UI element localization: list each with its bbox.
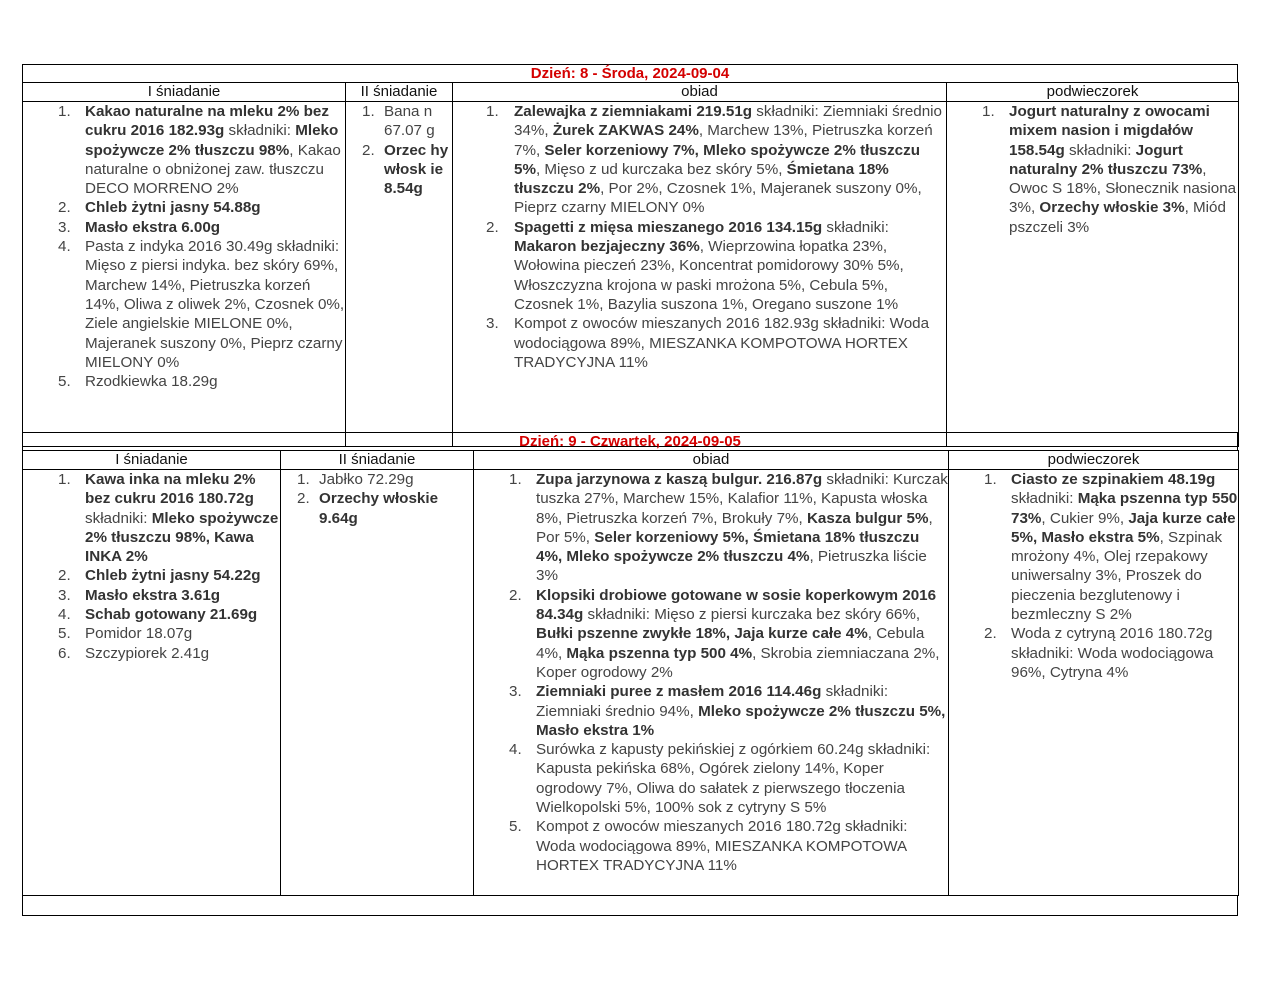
list-number: 2.	[984, 625, 997, 643]
meal-table	[22, 82, 1239, 447]
meal-cell	[947, 102, 1239, 447]
item-text: składniki: Kurczak tuszka 27%, Marchew 15%, Kalafior 11%, Kapusta włoska 8%, Pietruszka korzeń 7%, Brokuły 7%,	[536, 471, 948, 527]
item-text: , Por 5%,	[536, 509, 933, 546]
meal-cell	[23, 102, 346, 447]
list-number: 5.	[509, 818, 522, 836]
item-bold-text: Kawa inka na mleku 2% bez cukru 2016 180.72g	[85, 471, 256, 508]
day-title: Dzień: 9 - Czwartek, 2024-09-05	[22, 432, 1238, 451]
item-bold-text: Seler korzeniowy 5%, Śmietana 18% tłuszczu 4%, Mleko spożywcze 2% tłuszczu 4%	[536, 528, 920, 566]
day-title: Dzień: 8 - Środa, 2024-09-04	[22, 64, 1238, 83]
item-text: , Cukier 9%,	[1041, 509, 1129, 527]
list-item	[281, 470, 473, 489]
item-bold-text: Mleko spożywcze 2% tłuszczu 98%, Kawa INKA 2%	[85, 509, 279, 566]
list-item	[949, 624, 1238, 682]
list-item	[474, 817, 948, 875]
meal-cell	[453, 102, 947, 447]
day-block-2	[22, 432, 1238, 896]
list-number: 4.	[58, 238, 71, 256]
item-text: składniki:	[1011, 490, 1078, 508]
list-number: 1.	[58, 471, 71, 488]
item-text: , Mięso z ud kurczaka bez skóry 5%,	[535, 160, 787, 178]
item-text: Pomidor 18.07g	[85, 625, 193, 643]
list-item	[23, 372, 345, 391]
item-text: Woda z cytryną 2016 180.72g składniki: Woda wodociągowa 96%, Cytryna 4%	[1011, 625, 1214, 681]
list-number: 5.	[58, 625, 71, 643]
list-item	[23, 470, 280, 566]
item-text: Szczypiorek 2.41g	[85, 644, 210, 662]
item-text: , Skrobia ziemniaczana 2%, Koper ogrodowy 2%	[536, 644, 940, 681]
item-text: , Cebula 4%,	[536, 625, 925, 662]
item-text: Jabłko 72.29g	[319, 471, 414, 488]
item-text: , Kakao naturalne o obniżonej zaw. tłuszczu DECO MORRENO 2%	[85, 141, 341, 198]
list-item	[949, 470, 1238, 624]
list-item	[23, 102, 345, 198]
column-header: II śniadanie	[281, 451, 474, 470]
list-item	[23, 198, 345, 217]
column-header: I śniadanie	[23, 83, 346, 102]
list-item	[23, 237, 345, 372]
list-item	[474, 682, 948, 740]
item-text: składniki:	[1064, 141, 1136, 159]
meal-cell	[949, 470, 1239, 896]
list-number: 3.	[58, 586, 71, 604]
column-header: podwieczorek	[949, 451, 1239, 470]
column-header: podwieczorek	[947, 83, 1239, 102]
meal-cell	[281, 470, 474, 896]
meal-table	[22, 450, 1239, 896]
list-number: 2.	[58, 199, 71, 217]
item-text: Rzodkiewka 18.29g	[85, 373, 218, 391]
item-bold-text: Klopsiki drobiowe gotowane w sosie koperkowym 2016 84.34g	[536, 586, 937, 624]
list-item	[23, 218, 345, 237]
item-text: Bana n 67.07 g	[384, 103, 435, 140]
item-bold-text: Jaja kurze całe 5%, Masło ekstra 5%	[1011, 509, 1236, 546]
list-number: 1.	[982, 103, 995, 120]
item-text: Surówka z kapusty pekińskiej z ogórkiem 60.24g składniki: Kapusta pekińska 68%, Ogórek zielony 14%, Koper ogrodowy 7%, Oliwa do sałatek z pierwszego tłoczenia Wielkopolski 5%, 100% sok z cytryny S 5%	[536, 741, 931, 817]
item-bold-text: Chleb żytni jasny 54.22g	[85, 567, 261, 585]
item-bold-text: Orzechy włoskie 9.64g	[319, 490, 439, 527]
item-text: składniki: Mięso z piersi kurczaka bez skóry 66%,	[583, 606, 921, 624]
list-item	[474, 470, 948, 586]
item-bold-text: Zupa jarzynowa z kaszą bulgur. 216.87g	[536, 471, 823, 488]
list-item	[453, 314, 946, 372]
item-bold-text: Masło ekstra 6.00g	[85, 218, 221, 236]
list-number: 4.	[58, 606, 71, 624]
list-item	[453, 218, 946, 314]
item-text: Kompot z owoców mieszanych 2016 182.93g składniki: Woda wodociągowa 89%, MIESZANKA KOMPOTOWA HORTEX TRADYCYJNA 11%	[514, 315, 930, 371]
list-item	[474, 586, 948, 682]
item-bold-text: Schab gotowany 21.69g	[85, 606, 258, 624]
list-item	[474, 740, 948, 817]
item-bold-text: Żurek ZAKWAS 24%	[552, 122, 699, 140]
item-bold-text: Bułki pszenne zwykłe 18%, Jaja kurze całe 4%	[536, 625, 868, 643]
column-header: obiad	[474, 451, 949, 470]
item-bold-text: Ziemniaki puree z masłem 2016 114.46g	[536, 683, 822, 701]
item-bold-text: Kakao naturalne na mleku 2% bez cukru 2016 182.93g	[85, 103, 329, 140]
item-bold-text: Makaron bezjajeczny 36%	[514, 238, 700, 256]
list-item	[23, 586, 280, 605]
column-header: I śniadanie	[23, 451, 281, 470]
list-item	[346, 102, 452, 141]
column-header: II śniadanie	[346, 83, 453, 102]
item-text: , Por 2%, Czosnek 1%, Majeranek suszony 0%, Pieprz czarny MIELONY 0%	[514, 180, 922, 217]
item-bold-text: Ciasto ze szpinakiem 48.19g	[1011, 471, 1216, 488]
list-number: 1.	[297, 471, 310, 488]
item-text: , Pietruszka liście 3%	[536, 548, 927, 585]
item-text: składniki: Ziemniaki średnio 94%,	[536, 683, 889, 720]
list-number: 3.	[509, 683, 522, 701]
item-bold-text: Mleko spożywcze 2% tłuszczu 5%, Masło ekstra 1%	[536, 702, 946, 739]
item-text: , Wieprzowina łopatka 23%, Wołowina pieczeń 23%, Koncentrat pomidorowy 30% 5%, Włoszczyzna krojona w paski mrożona 5%, Cebula 5%, Czosnek 1%, Bazylia suszona 1%, Oregano suszone 1%	[514, 238, 904, 313]
list-number: 4.	[509, 741, 522, 759]
meal-cell	[474, 470, 949, 896]
item-bold-text: Masło ekstra 3.61g	[85, 586, 221, 604]
empty-row	[22, 896, 1238, 916]
item-text: składniki:	[822, 218, 889, 236]
list-item	[346, 141, 452, 199]
column-header: obiad	[453, 83, 947, 102]
list-item	[23, 624, 280, 643]
list-item	[23, 605, 280, 624]
item-text: , Owoc S 18%, Słonecznik nasiona 3%,	[1009, 160, 1237, 217]
list-number: 2.	[58, 567, 71, 585]
item-text: składniki: Ziemniaki średnio 34%,	[514, 103, 942, 140]
list-number: 2.	[486, 218, 499, 236]
list-number: 3.	[58, 218, 71, 236]
item-bold-text: Jogurt naturalny 2% tłuszczu 73%	[1009, 141, 1203, 178]
item-text: Pasta z indyka 2016 30.49g składniki: Mięso z piersi indyka. bez skóry 69%, Marchew 14%, Pietruszka korzeń 14%, Oliwa z oliwek 2%, Czosnek 0%, Ziele angielskie MIELONE 0%, Majeranek suszony 0%, Pieprz czarny MIELONY 0%	[85, 238, 345, 371]
list-number: 2.	[362, 141, 375, 159]
item-bold-text: Chleb żytni jasny 54.88g	[85, 199, 261, 217]
item-bold-text: Spagetti z mięsa mieszanego 2016 134.15g	[514, 218, 823, 236]
list-number: 2.	[509, 586, 522, 604]
list-number: 1.	[58, 103, 71, 120]
meal-cell	[23, 470, 281, 896]
list-item	[281, 489, 473, 528]
item-text: Kompot z owoców mieszanych 2016 180.72g składniki: Woda wodociągowa 89%, MIESZANKA KOMPOTOWA HORTEX TRADYCYJNA 11%	[536, 818, 908, 874]
item-bold-text: Mąka pszenna typ 550 73%	[1011, 490, 1238, 527]
item-bold-text: Śmietana 18% tłuszczu 2%	[514, 160, 889, 198]
item-text: , Szpinak mrożony 4%, Olej rzepakowy uniwersalny 3%, Proszek do pieczenia bezglutenowy i bezmleczny S 2%	[1011, 528, 1223, 624]
item-bold-text: Seler korzeniowy 7%, Mleko spożywcze 2% tłuszczu 5%	[514, 141, 920, 178]
item-bold-text: Orzechy włoskie 3%	[1039, 199, 1185, 217]
list-number: 3.	[486, 315, 499, 333]
day-block-1	[22, 64, 1238, 447]
list-number: 1.	[362, 103, 375, 120]
list-item	[453, 102, 946, 218]
item-bold-text: Mąka pszenna typ 500 4%	[566, 644, 753, 662]
item-bold-text: Mleko spożywcze 2% tłuszczu 98%	[85, 122, 339, 159]
item-bold-text: Kasza bulgur 5%	[806, 509, 929, 527]
item-text: , Marchew 13%, Pietruszka korzeń 7%,	[514, 122, 933, 159]
list-item	[23, 566, 280, 585]
list-number: 1.	[509, 471, 522, 488]
item-bold-text: Jogurt naturalny z owocami mixem nasion i migdałów 158.54g	[1009, 103, 1210, 159]
list-item	[23, 644, 280, 663]
list-number: 1.	[486, 103, 499, 120]
item-text: składniki:	[224, 122, 296, 140]
list-number: 2.	[297, 490, 310, 508]
item-text: , Miód pszczeli 3%	[1009, 199, 1226, 236]
list-number: 5.	[58, 373, 71, 391]
item-bold-text: Zalewajka z ziemniakami 219.51g	[514, 103, 753, 120]
list-number: 1.	[984, 471, 997, 488]
item-bold-text: Orzec hy włosk ie 8.54g	[384, 141, 449, 198]
meal-cell	[346, 102, 453, 447]
item-text: składniki:	[85, 509, 152, 527]
list-number: 6.	[58, 644, 71, 662]
list-item	[947, 102, 1238, 237]
